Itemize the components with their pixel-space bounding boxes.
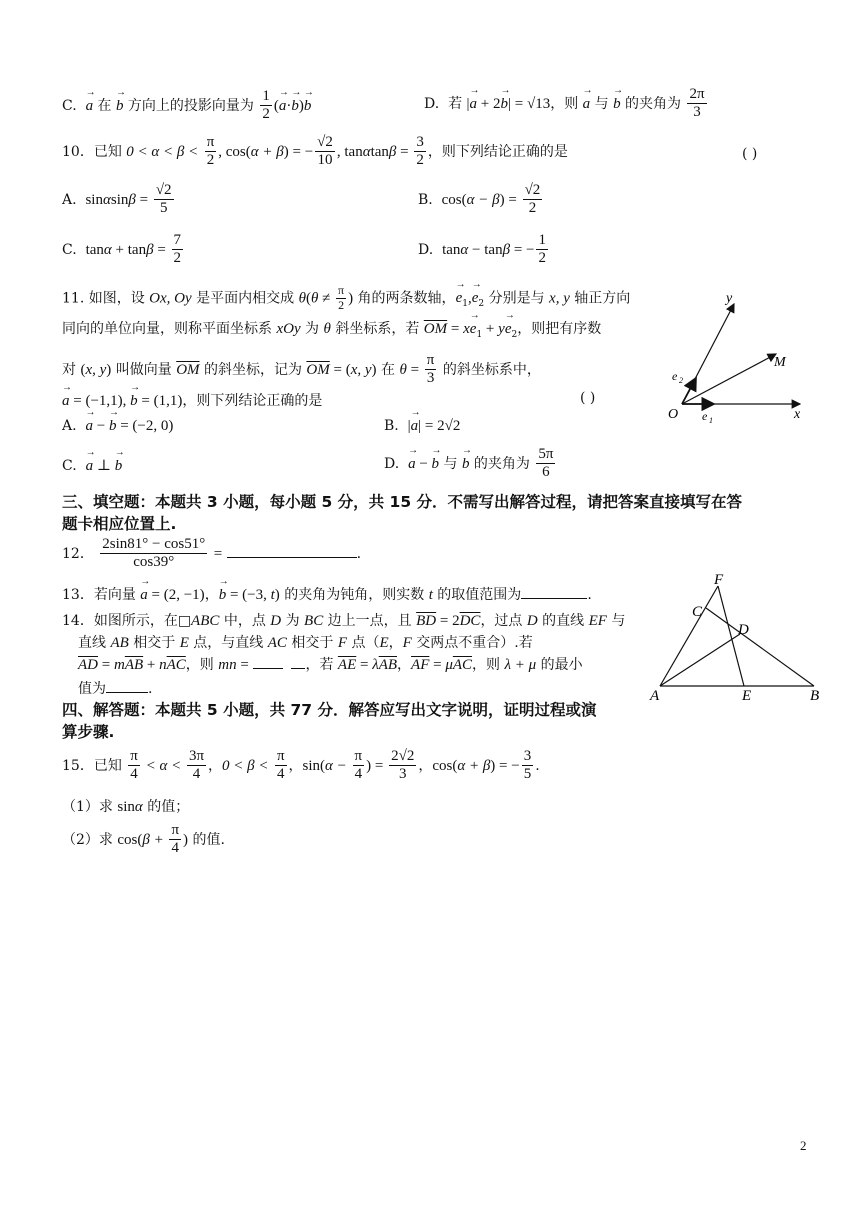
q10-option-a: A. sinαsinβ = $\frac{√2}{5}$ xyxy=(62,182,172,217)
q11-option-a: A. → a − → b = (−2, 0) xyxy=(62,418,173,435)
segment-af xyxy=(660,586,718,686)
q15-part-1: （1）求 sinα 的值； xyxy=(62,799,190,815)
q11-answer-paren: ( ) xyxy=(580,390,596,406)
label-b: B xyxy=(810,688,820,704)
q14-line-1: 14．如图所示，在□ABC 中，点 D 为 BC 边上一点，且 $\overline{BD} = 2\overline{DC}$，过点 D 的直线 EF 与 xyxy=(62,613,626,629)
section-3-heading-line-1: 三、填空题：本题共 3 小题，每小题 5 分，共 15 分．不需写出解答过程，请把答案直接填写在答 xyxy=(62,493,743,511)
segment-cb xyxy=(706,608,814,686)
label-f: F xyxy=(714,572,724,588)
q14-mn-blank[interactable] xyxy=(253,668,283,669)
q12: 12． $\frac{2\sin 81^\circ - \cos 51^\circ}{\cos 39^\circ}$ = . xyxy=(62,536,362,571)
section-3-heading-line-2: 题卡相应位置上. xyxy=(62,515,177,533)
q14-min-blank[interactable] xyxy=(106,692,148,693)
q11-option-d: D. → a − → b 与 → b 的夹角为 $\frac{5\pi}{6}$ xyxy=(384,446,557,482)
page-number: 2 xyxy=(800,1138,807,1153)
q11-line-4: → a = (−1,1), → b = (1,1)，则下列结论正确的是 xyxy=(62,390,322,410)
section-4-heading-line-1: 四、解答题：本题共 5 小题，共 77 分．解答应写出文字说明，证明过程或演 xyxy=(62,701,597,719)
label-y: y xyxy=(726,291,733,306)
q12-fraction xyxy=(100,536,207,572)
q14-line-3: $\overline{AD} = m\overline{AB} + n\overline{AC}$，则 mn = ，若 $\overline{AE} = \lambda\overline{AB}$，$\overline{AF} = \mu\overline{AC}$，则 λ + μ 的最小 xyxy=(78,657,583,673)
q11-option-c: C. → a ⊥ → b xyxy=(62,456,122,475)
q10-option-b: B. cos(α − β) = $\frac{√2}{2}$ xyxy=(418,182,541,217)
label-x: x xyxy=(794,407,801,422)
label-e2-sub: 2 xyxy=(679,376,683,385)
q12-answer-blank[interactable] xyxy=(227,557,357,558)
label-e2: e xyxy=(672,369,678,383)
q11-oblique-axes-figure xyxy=(660,286,810,426)
label-m: M xyxy=(774,355,786,370)
label-o: O xyxy=(668,407,679,422)
q14-line-2: 直线 AB 相交于 E 点，与直线 AC 相交于 F 点（E，F 交两点不重合）.若 xyxy=(78,635,533,651)
q14-triangle-figure xyxy=(646,570,826,706)
q14-line-4: 值为 . xyxy=(78,681,153,697)
q12-denominator: cos39° xyxy=(133,554,175,571)
label-c: C xyxy=(692,604,703,620)
q11-line-1: 11. 如图，设 Ox, Oy 是平面内相交成 θ(θ ≠ $\frac{\pi}{2}$ ) 角的两条数轴，→ $e_1,\to e_2$ 分别是与 x, y 轴正方向 xyxy=(62,284,630,313)
label-e1: e xyxy=(702,409,708,423)
q10-option-d: D. tanα − tanβ = − $\frac{1}{2}$ xyxy=(418,232,546,267)
q12-label: 12． xyxy=(62,545,94,562)
q11-line-3: 对 (x, y) 叫做向量 $\overline{OM}$ 的斜坐标，记为 $\overline{OM} = (x$, y) 在 θ = $\frac{\pi}{3}$ 的斜坐标系中， xyxy=(62,352,541,387)
q9-option-c: C. → a 在 → b 方向上的投影向量为 $\frac{1}{2}$ (→ a·→ b)→ b xyxy=(62,88,311,124)
q11-option-b: B. |→ a| = 2√2 xyxy=(384,418,460,435)
q10-option-c: C. tanα + tanβ = $\frac{7}{2}$ xyxy=(62,232,182,267)
q10-answer-paren: ( ) xyxy=(742,146,758,162)
q15-stem: 15．已知 $\frac{\pi}{4}$ < α < $\frac{3\pi}{4}$ ，0 < β < $\frac{\pi}{4}$ ，sin(α − $\frac{\pi}{4}$ ) = $\frac{2√2}{3}$ ，cos(α + β) = − $\frac{3}{5}$ . xyxy=(62,748,540,783)
q12-equals: = xyxy=(213,545,223,562)
q15-part-2: （2）求 cos(β + $\frac{\pi}{4}$ ) 的值. xyxy=(62,822,225,857)
q9-option-d: D. 若 |→ a + 2→ b| = √13，则 → a 与 → b 的夹角为 $\frac{2\pi}{3}$ xyxy=(424,86,709,122)
segment-ad xyxy=(660,634,740,686)
q11-line-2: 同向的单位向量，则称平面坐标系 xOy 为 θ 斜坐标系，若 $\overline{OM} = x\to e_1 + y\to e_2$，则把有序数 xyxy=(62,318,601,340)
q10-stem: 10．已知 0 < α < β < $\frac{\pi}{2}$ , cos(α + β) = − $\frac{√2}{10}$ , tanαtanβ = $\frac{3}{2}$ ，则下列结论正确的是 xyxy=(62,134,568,169)
label-e1-sub: 1 xyxy=(709,416,713,425)
section-4-heading-line-2: 算步骤. xyxy=(62,723,115,741)
label-d: D xyxy=(738,622,749,638)
label-e: E xyxy=(742,688,752,704)
label-a: A xyxy=(650,688,660,704)
q13: 13．若向量 → a = (2, −1)，→ b = (−3, t) 的夹角为钝角，则实数 t 的取值范围为 . xyxy=(62,584,592,604)
q13-answer-blank[interactable] xyxy=(521,598,587,599)
q12-numerator: 2sin81° − cos51° xyxy=(100,536,207,554)
